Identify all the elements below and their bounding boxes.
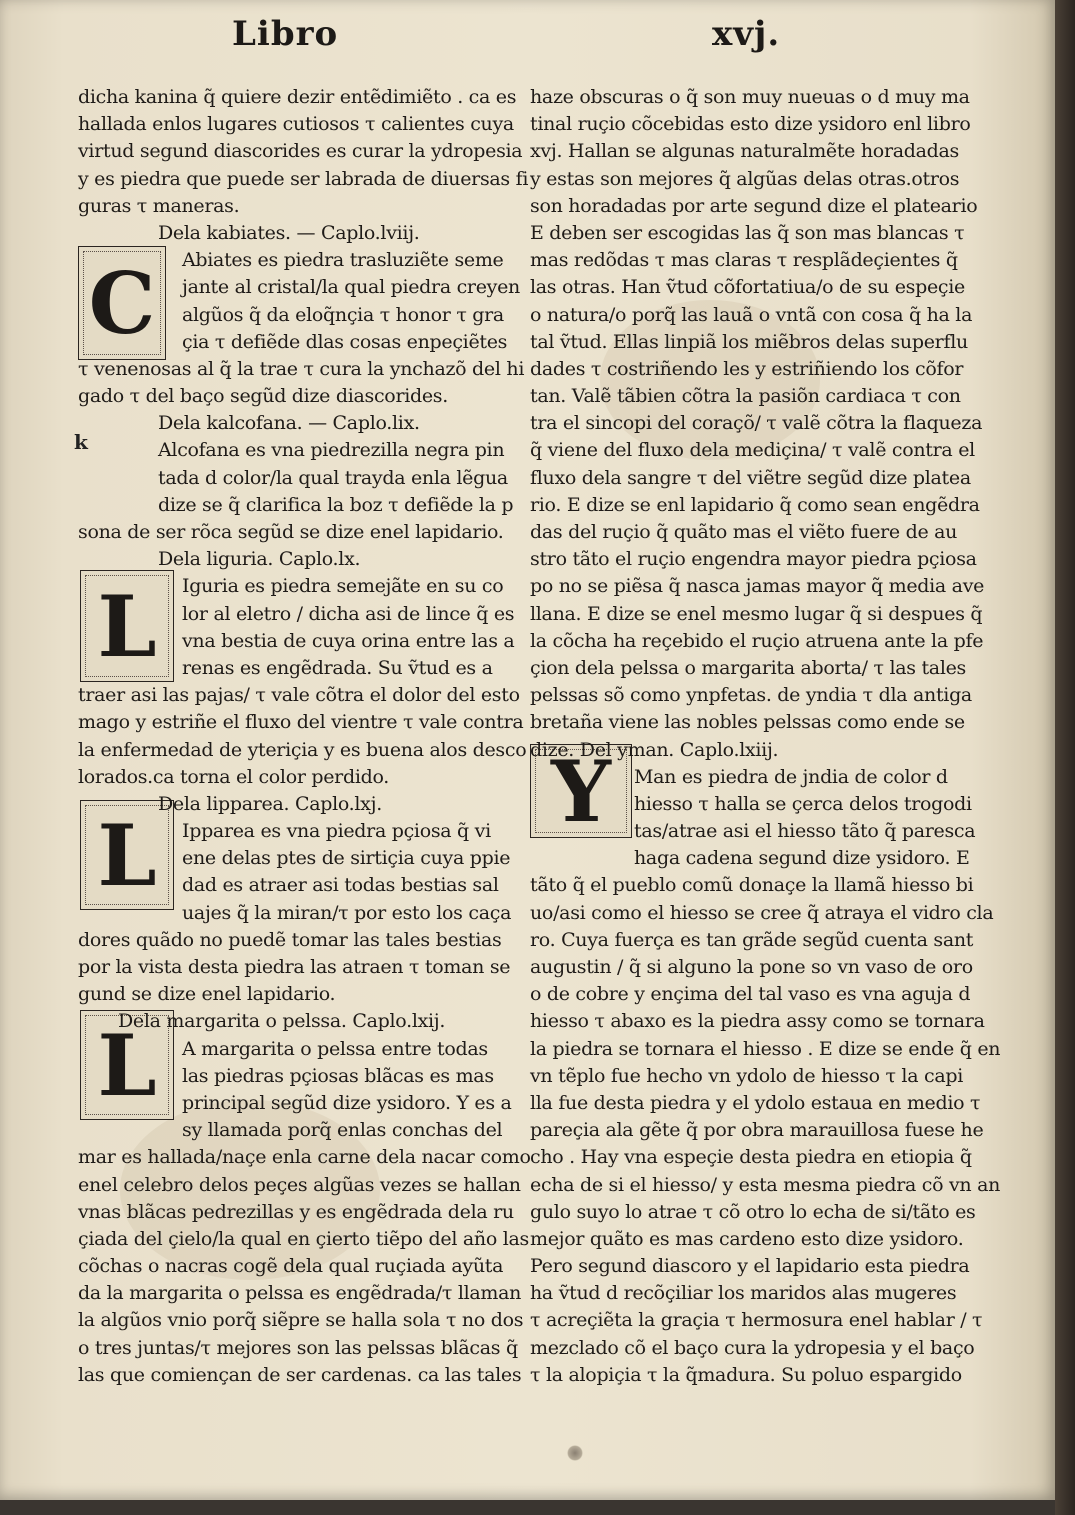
text-line: ene delas ptes de sirtiçia cuya ppie <box>182 847 511 870</box>
text-line: dades τ costriñendo les y estriñiendo los cõfor <box>530 357 964 380</box>
initial-l-liguria: L <box>80 570 174 682</box>
text-line: çia τ defiẽde dlas cosas enpeçiẽtes <box>182 330 508 353</box>
text-line: tas/atrae asi el hiesso tãto q̃ paresca <box>634 820 976 843</box>
text-line: o de cobre y ençima del tal vaso es vna aguja d <box>530 983 971 1006</box>
text-line: sy llamada porq̃ enlas conchas del <box>182 1119 503 1142</box>
text-line: o natura/o porq̃ las lauã o vntã con cosa q̃ ha la <box>530 303 973 326</box>
text-line: tan. Valẽ tãbien cõtra la pasiõn cardiaca τ con <box>530 385 961 408</box>
text-line: rio. E dize se enl lapidario q̃ como sean engẽdra <box>530 493 980 516</box>
text-line: τ venenosas al q̃ la trae τ cura la ynchazõ del hi <box>78 357 525 380</box>
text-line: mezclado cõ el baço cura la ydropesia y el baço <box>530 1336 975 1359</box>
text-line: tal ṽtud. Ellas linpiã los miẽbros delas superflu <box>530 330 968 353</box>
text-line: llana. E dize se enel mesmo lugar q̃ si despues q̃ <box>530 602 983 625</box>
text-line: dicha kanina q̃ quiere dezir entẽdimiẽto . ca es <box>78 86 517 108</box>
text-line: fluxo dela sangre τ del viẽtre segũd dize platea <box>530 466 971 489</box>
chapter-heading: Dela kabiates. — Caplo.lviij. <box>158 221 420 244</box>
text-line: da la margarita o pelssa es engẽdrada/τ llaman <box>78 1282 522 1305</box>
text-line: sona de ser rõca segũd se dize enel lapidario. <box>78 521 504 543</box>
text-line: mejor quãto es mas cardeno esto dize ysidoro. <box>530 1227 964 1250</box>
text-line: gulo suyo lo atrae τ cõ otro lo echa de si/tãto es <box>530 1200 976 1223</box>
initial-l-lipparea: L <box>80 800 174 910</box>
text-line: cho . Hay vna espeçie desta piedra en etiopia q̃ <box>530 1146 972 1169</box>
text-line: pareçia ala gẽte q̃ por obra marauillosa fuese he <box>530 1119 984 1142</box>
text-line: gund se dize enel lapidario. <box>78 983 336 1006</box>
text-line: la piedra se tornara el hiesso . E dize se ende q̃ en <box>530 1037 1001 1060</box>
text-line: la enfermedad de yteriçia y es buena alos desco <box>78 738 527 761</box>
text-line: mas redõdas τ mas claras τ resplãdeçientes q̃ <box>530 249 958 272</box>
text-line: ro. Cuya fuerça es tan grãde segũd cuenta sant <box>530 928 974 951</box>
text-line: τ acreçiẽta la graçia τ hermosura enel hablar / τ <box>530 1309 983 1332</box>
text-line: haga cadena segund dize ysidoro. E <box>634 847 970 870</box>
text-line: bretaña viene las nobles pelssas como ende se <box>530 711 965 734</box>
text-line: mago y estriñe el fluxo del vientre τ vale contra <box>78 711 524 734</box>
text-line: tãto q̃ el pueblo comũ donaçe la llamã hiesso bi <box>530 874 974 897</box>
text-line: A margarita o pelssa entre todas <box>182 1037 488 1060</box>
text-line: augustin / q̃ si alguno la pone so vn vaso de oro <box>530 956 973 978</box>
text-line: uajes q̃ la miran/τ por esto los caça <box>182 901 512 924</box>
text-line: ha ṽtud d recõçiliar los maridos alas mugeres <box>530 1282 957 1305</box>
text-line: lor al eletro / dicha asi de lince q̃ es <box>182 602 515 625</box>
initial-y: Y <box>530 744 632 838</box>
text-line: Man es piedra de jndia de color d <box>634 765 948 788</box>
text-line: Pero segund diascoro y el lapidario esta piedra <box>530 1255 970 1278</box>
chapter-heading: dize. Del yman. Caplo.lxiij. <box>530 738 779 761</box>
text-line: Abiates es piedra trasluziẽte seme <box>182 249 504 272</box>
initial-c: C <box>78 246 166 360</box>
text-line: po no se piẽsa q̃ nasca jamas mayor q̃ media ave <box>530 575 985 598</box>
text-line: lorados.ca torna el color perdido. <box>78 765 390 788</box>
text-line: lla fue desta piedra y el ydolo estaua en medio τ <box>530 1091 981 1114</box>
margin-note: k <box>74 430 88 454</box>
text-line: la algũos vnio porq̃ siẽpre se halla sola τ no dos <box>78 1309 524 1332</box>
text-line: pelssas sõ como ynpfetas. de yndia τ dla antiga <box>530 684 972 707</box>
chapter-heading: Dela kalcofana. — Caplo.lix. <box>158 412 420 435</box>
text-line: son horadadas por arte segund dize el plateario <box>530 194 978 217</box>
text-line: vna bestia de cuya orina entre las a <box>182 629 515 652</box>
left-column <box>78 84 531 1389</box>
text-line: las otras. Han ṽtud cõfortatiua/o de su espeçie <box>530 276 965 299</box>
text-line: virtud segund diascorides es curar la ydropesia <box>78 140 523 163</box>
running-head-left: Libro <box>232 14 339 54</box>
text-line: tra el sincopi del coraçõ/ τ valẽ cõtra la flaqueza <box>530 412 983 435</box>
text-line: renas es engẽdrada. Su ṽtud es a <box>182 656 493 679</box>
text-line: vn tẽplo fue hecho vn ydolo de hiesso τ la capi <box>530 1064 963 1087</box>
text-line: las piedras pçiosas blãcas es mas <box>182 1064 494 1087</box>
text-line: o tres juntas/τ mejores son las pelssas blãcas q̃ <box>78 1336 518 1359</box>
text-line: y es piedra que puede ser labrada de diuersas fi <box>78 167 529 190</box>
text-line: guras τ maneras. <box>78 194 240 217</box>
text-line: algũos q̃ da eloq̃nçia τ honor τ gra <box>182 303 504 326</box>
text-line: la cõcha ha reçebido el ruçio atruena ante la pfe <box>530 629 984 652</box>
text-line: çion dela pelssa o margarita aborta/ τ las tales <box>530 656 966 679</box>
book-edge <box>1055 0 1075 1515</box>
text-line: enel celebro delos peçes algũas vezes se hallan <box>78 1173 521 1196</box>
text-line: por la vista desta piedra las atraen τ toman se <box>78 956 511 978</box>
text-line: las que comiençan de ser cardenas. ca las tales <box>78 1363 522 1386</box>
text-line: principal segũd dize ysidoro. Y es a <box>182 1091 512 1114</box>
text-line: çiada del çielo/la qual en çierto tiẽpo del año las <box>78 1227 529 1250</box>
text-line: tada d color/la qual trayda enla lẽgua <box>158 466 508 489</box>
text-line: Iguria es piedra semejãte en su co <box>182 575 504 598</box>
text-line: q̃ viene del fluxo dela mediçina/ τ valẽ contra el <box>530 439 975 462</box>
text-line: dores quãdo no puedẽ tomar las tales bestias <box>78 928 502 951</box>
text-line: hiesso τ halla se çerca delos trogodi <box>634 792 972 815</box>
text-line: hallada enlos lugares cutiosos τ calientes cuya <box>78 113 514 136</box>
chapter-heading: Dela margarita o pelssa. Caplo.lxij. <box>118 1010 446 1033</box>
text-line: Ipparea es vna piedra pçiosa q̃ vi <box>182 820 491 843</box>
text-line: cõchas o nacras cogẽ dela qual ruçiada ayũta <box>78 1255 504 1278</box>
text-line: xvj. Hallan se algunas naturalmẽte horadadas <box>530 140 959 163</box>
text-line: y estas son mejores q̃ algũas delas otras.otros <box>530 167 960 190</box>
text-line: jante al cristal/la qual piedra creyen <box>182 276 520 299</box>
text-line: traer asi las pajas/ τ vale cõtra el dolor del esto <box>78 684 520 707</box>
text-line: E deben ser escogidas las q̃ son mas blancas τ <box>530 221 965 244</box>
text-line: tinal ruçio cõcebidas esto dize ysidoro enl libro <box>530 113 971 136</box>
text-line: τ la alopiçia τ la q̃madura. Su poluo espargido <box>530 1363 962 1386</box>
text-line: stro tãto el ruçio engendra mayor piedra pçiosa <box>530 548 977 571</box>
text-line: uo/asi como el hiesso se cree q̃ atraya el vidro cla <box>530 901 994 924</box>
right-column <box>530 84 1001 1389</box>
text-line: hiesso τ abaxo es la piedra assy como se tornara <box>530 1010 985 1033</box>
chapter-heading: Dela liguria. Caplo.lx. <box>158 548 361 571</box>
paper-hole <box>567 1445 583 1461</box>
text-line: Alcofana es vna piedrezilla negra pin <box>158 439 505 462</box>
initial-l-margarita: L <box>80 1010 174 1120</box>
text-line: echa de si el hiesso/ y esta mesma piedra cõ vn an <box>530 1173 1001 1196</box>
text-line: vnas blãcas pedrezillas y es engẽdrada dela ru <box>78 1200 514 1223</box>
text-line: das del ruçio q̃ quãto mas el viẽto fuere de au <box>530 521 958 543</box>
text-line: mar es hallada/naçe enla carne dela nacar como <box>78 1146 531 1169</box>
running-head-right: xvj. <box>712 14 781 54</box>
text-line: haze obscuras o q̃ son muy nueuas o d muy ma <box>530 86 970 108</box>
text-line: dad es atraer asi todas bestias sal <box>182 874 499 897</box>
text-line: dize se q̃ clarifica la boz τ defiẽde la p <box>158 493 514 516</box>
chapter-heading: Dela lipparea. Caplo.lxj. <box>158 792 382 815</box>
text-line: gado τ del baço segũd dize diascorides. <box>78 385 448 408</box>
